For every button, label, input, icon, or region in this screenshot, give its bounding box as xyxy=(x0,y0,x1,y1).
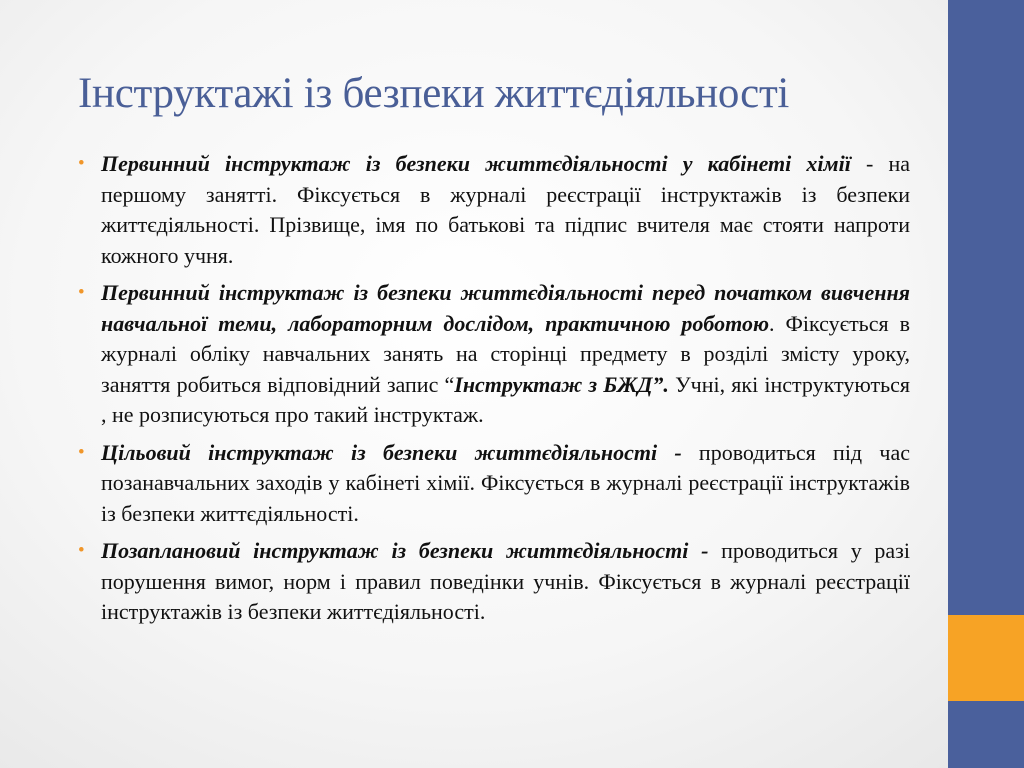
item-heading: Первинний інструктаж із безпеки життєдіяльності перед початком вивчення навчальної теми, лабораторним дослідом, практичною роботою xyxy=(101,280,910,336)
item-text: проводиться під час позанавчальних заходів у кабінеті хімії. Фіксується в журналі реєстрації інструктажів із безпеки життєдіяльності. xyxy=(101,439,910,526)
bullet-icon: • xyxy=(78,153,85,174)
list-item-primary-topic xyxy=(78,278,910,431)
item-tail-text: Учні, які інструктуються , не розписуються про такий інструктаж. xyxy=(101,371,910,427)
bullet-icon: • xyxy=(78,282,85,303)
item-heading: Первинний інструктаж із безпеки життєдіяльності у кабінеті хімії xyxy=(101,151,851,176)
item-emphasis: Інструктаж з БЖД”. xyxy=(454,371,669,397)
bullet-icon: • xyxy=(78,540,85,561)
item-text: проводиться у разі порушення вимог, норм і правил поведінки учнів. Фіксується в журналі реєстрації інструктажів із безпеки життєдіяльності. xyxy=(101,538,910,624)
side-accent-block xyxy=(948,615,1024,701)
list-item-unscheduled xyxy=(78,536,910,628)
slide-title: Інструктажі із безпеки життєдіяльності xyxy=(78,70,790,117)
item-text: - на першому занятті. Фіксується в журналі реєстрації інструктажів із безпеки життєдіяльності. Прізвище, імя по батькові та підпис вчителя має стояти напроти кожного учня. xyxy=(101,151,910,268)
item-text: . Фіксується в журналі обліку навчальних занять на сторінці предмету в розділі змісту уроку, заняття робиться відповідний запис “ xyxy=(101,310,910,397)
item-heading: Цільовий інструктаж із безпеки життєдіяльності - xyxy=(101,439,682,465)
bullet-list xyxy=(78,149,910,635)
bullet-icon: • xyxy=(78,441,85,463)
list-item-targeted xyxy=(78,438,910,530)
item-heading: Позаплановий інструктаж із безпеки життєдіяльності - xyxy=(101,538,709,563)
list-item-primary-cabinet xyxy=(78,149,910,271)
